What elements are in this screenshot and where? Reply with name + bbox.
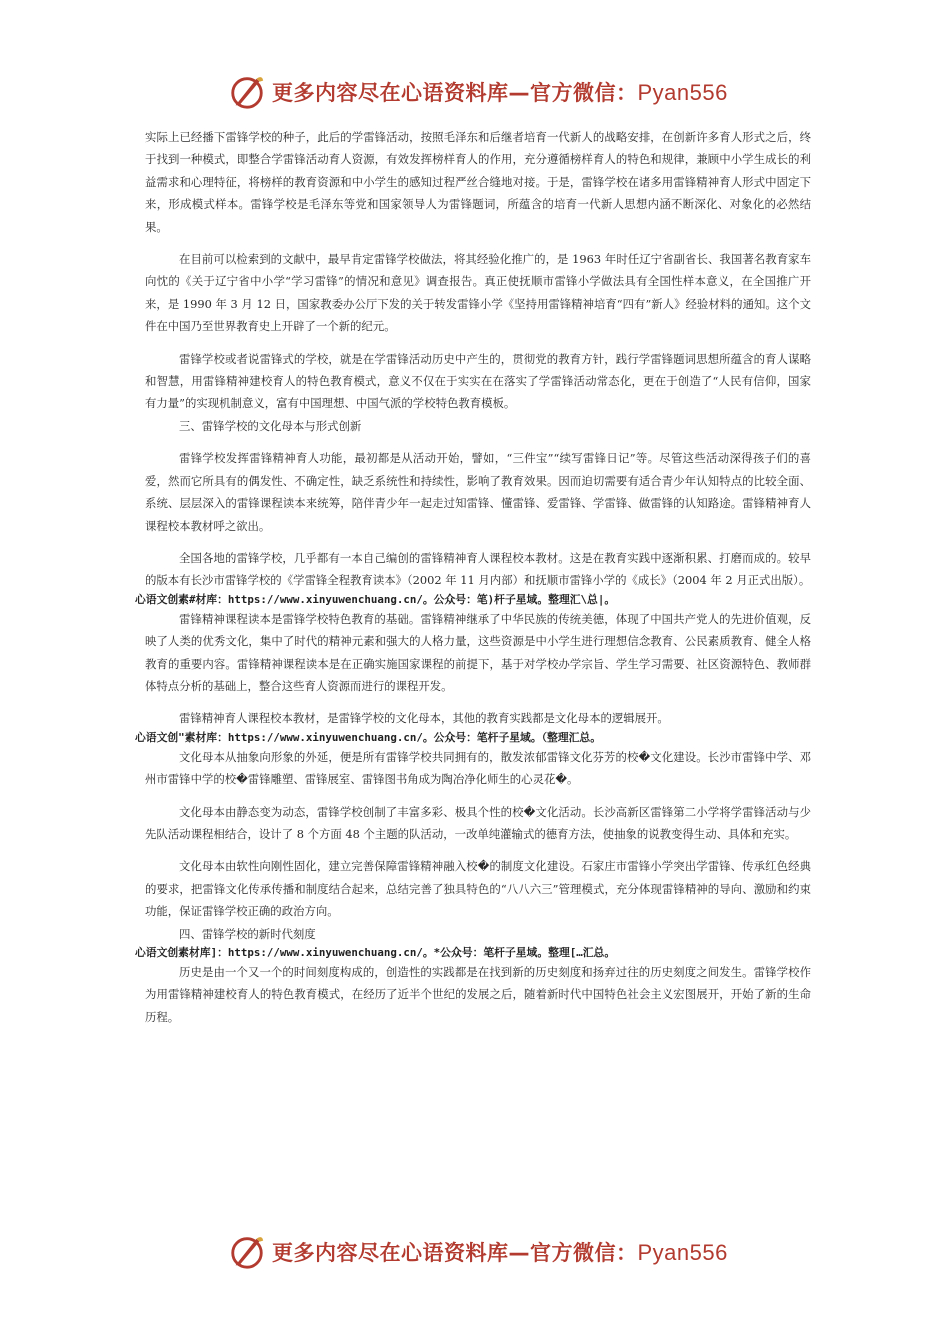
section-heading: 三、雷锋学校的文化母本与形式创新: [179, 418, 362, 433]
paragraph: 雷锋精神育人课程校本教材，是雷锋学校的文化母本，其他的教育实践都是文化母本的逻辑展开。: [179, 711, 669, 726]
banner-text: [272, 1237, 728, 1267]
banner-slogan: 更多内容尽在心语资料库—官方微信：: [272, 1241, 638, 1265]
watermark-line: 心语文创"素材库：https://www.xinyuwenchuang.cn/。公众号：笔杆子星域。（整理汇总。: [135, 730, 602, 744]
paragraph: 全国各地的雷锋学校，几乎都有一本自己编创的雷锋精神育人课程校本教材。这是在教育实践中逐渐积累、打磨而成的。较早的版本有长沙市雷锋学校的《学雷锋全程教育读本》（2002 年 11 月内部）和抚顺市雷锋小学的《成长》（2004 年 2 月正式出版）。: [145, 550, 811, 588]
paragraph: 雷锋学校发挥雷锋精神育人功能，最初都是从活动开始，譬如，“三件宝”“续写雷锋日记”等。尽管这些活动深得孩子们的喜爱，然而它所具有的偶发性、不确定性，缺乏系统性和持续性，影响了教育效果。因而迫切需要有适合青少年认知特点的比较全面、系统、层层深入的雷锋课程读本来统筹，陪伴青少年一起走过知雷锋、懂雷锋、爱雷锋、学雷锋、做雷锋的认知路途。雷锋精神育人课程校本教材呼之欲出。: [145, 451, 811, 533]
paragraph: 文化母本由静态变为动态，雷锋学校创制了丰富多彩、极具个性的校�文化活动。长沙高新区雷锋第二小学将学雷锋活动与少先队活动课程相结合，设计了 8 个方面 48 个主题的队活动，一改单纯灌输式的德育方法，使抽象的说教变得生动、具体和充实。: [145, 804, 811, 841]
banner-text: [272, 77, 728, 107]
banner-handle: Pyan556: [637, 1240, 728, 1265]
banner-slogan: 更多内容尽在心语资料库—官方微信：: [272, 81, 638, 105]
document-body: [135, 126, 811, 1028]
paragraph: 历史是由一个又一个的时间刻度构成的，创造性的实践都是在找到新的历史刻度和扬弃过往的历史刻度之间发生。雷锋学校作为用雷锋精神建校育人的特色教育模式，在经历了近半个世纪的发展之后，随着新时代中国特色社会主义宏图展开，开始了新的生命历程。: [145, 965, 811, 1024]
quill-logo-icon: [228, 73, 266, 111]
watermark-line: 心语文创素#材库：https://www.xinyuwenchuang.cn/。公众号：笔)杆子星域。整理汇\总|。: [135, 592, 616, 606]
section-heading: 四、雷锋学校的新时代刻度: [179, 926, 316, 941]
paragraph: 雷锋精神课程读本是雷锋学校特色教育的基础。雷锋精神继承了中华民族的传统美德，体现了中国共产党人的先进价值观，反映了人类的优秀文化，集中了时代的精神元素和强大的人格力量，这些资源是中小学生进行理想信念教育、公民素质教育、健全人格教育的重要内容。雷锋精神课程读本是在正确实施国家课程的前提下，基于对学校办学宗旨、学生学习需要、社区资源特色、教师群体特点分析的基础上，整合这些育人资源而进行的课程开发。: [145, 611, 811, 693]
paragraph: 文化母本由软性向刚性固化，建立完善保障雷锋精神融入校�的制度文化建设。石家庄市雷锋小学突出学雷锋、传承红色经典的要求，把雷锋文化传承传播和制度结合起来，总结完善了独具特色的“八八六三”管理模式，充分体现雷锋精神的导向、激励和约束功能，保证雷锋学校正确的政治方向。: [145, 859, 811, 919]
paragraph: 实际上已经播下雷锋学校的种子，此后的学雷锋活动，按照毛泽东和后继者培育一代新人的战略安排，在创新许多育人形式之后，终于找到一种模式，即整合学雷锋活动育人资源，有效发挥榜样育人的作用，充分遵循榜样育人的特色和规律，兼顾中小学生成长的利益需求和心理特征，将榜样的教育资源和中小学生的感知过程严丝合缝地对接。于是，雷锋学校在诸多用雷锋精神育人形式中固定下来，形成模式样本。雷锋学校是毛泽东等党和国家领导人为雷锋题词，所蕴含的培育一代新人思想内涵不断深化、对象化的必然结果。: [145, 130, 811, 234]
paragraph: 文化母本从抽象向形象的外延，便是所有雷锋学校共同拥有的，散发浓郁雷锋文化芬芳的校�文化建设。长沙市雷锋中学、邓州市雷锋中学的校�雷锋雕塑、雷锋展室、雷锋图书角成为陶冶净化师生的心灵花�。: [145, 749, 811, 787]
quill-logo-icon: [228, 1233, 266, 1271]
paragraph: 雷锋学校或者说雷锋式的学校，就是在学雷锋活动历史中产生的，贯彻党的教育方针，践行学雷锋题词思想所蕴含的育人谋略和智慧，用雷锋精神建校育人的特色教育模式，意义不仅在于实实在在落实了学雷锋活动常态化，更在于创造了“人民有信仰，国家有力量”的实现机制意义，富有中国理想、中国气派的学校特色教育模板。: [145, 351, 811, 411]
header-banner: [0, 72, 950, 112]
paragraph: 在目前可以检索到的文献中，最早肯定雷锋学校做法，将其经验化推广的，是 1963 年时任辽宁省副省长、我国著名教育家车向忱的《关于辽宁省中小学“学习雷锋”的情况和意见》调查报告。真正使抚顺市雷锋小学做法具有全国性样本意义，在全国推广开来，是 1990 年 3 月 12 日，国家教委办公厅下发的关于转发雷锋小学《坚持用雷锋精神培育“四有”新人》经验材料的通知。这个文件在中国乃至世界教育史上开辟了一个新的纪元。: [145, 252, 811, 334]
watermark-line: 心语文创素材库]：https://www.xinyuwenchuang.cn/。*公众号：笔杆子星域。整理[…汇总。: [135, 946, 616, 959]
footer-banner: [0, 1232, 950, 1272]
banner-handle: Pyan556: [637, 80, 728, 105]
